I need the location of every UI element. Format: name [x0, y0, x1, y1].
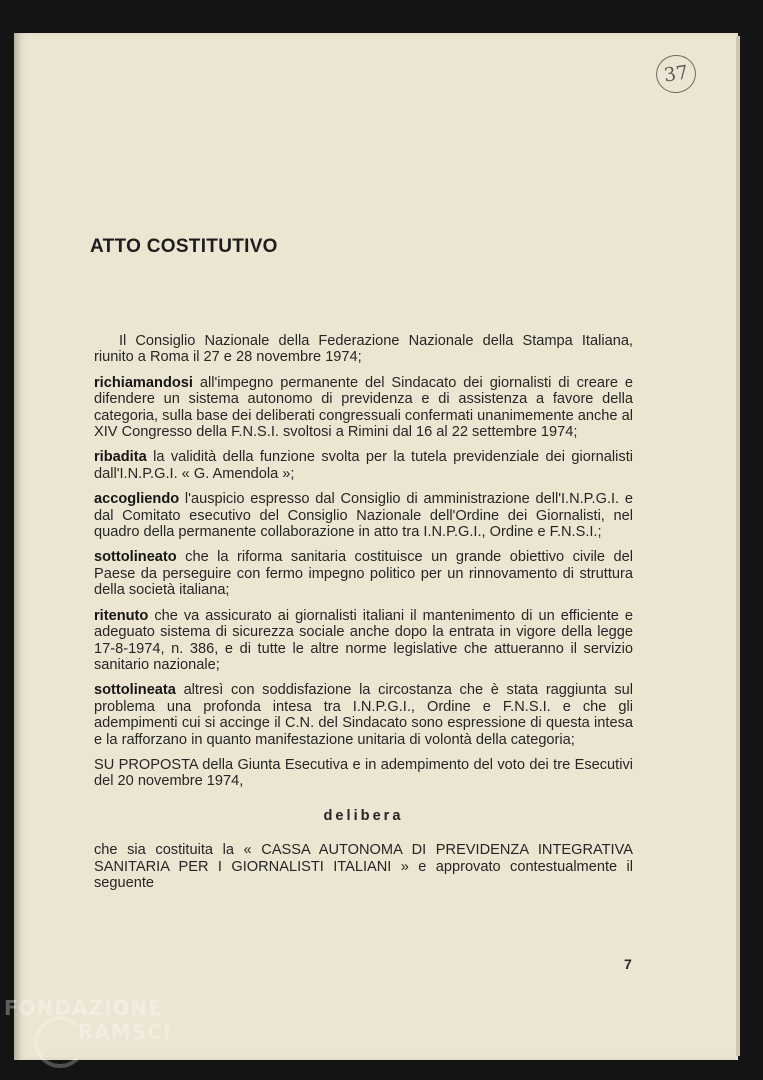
paragraph-ribadita: ribadita la validità della funzione svolta per la tutela previdenziale dei giornalisti dall'I.N.P.G.I. « G. Amendola »;: [94, 449, 633, 482]
page-number: 7: [624, 956, 632, 972]
delibera-heading: delibera: [323, 807, 404, 824]
watermark-logo-icon: [34, 1016, 86, 1068]
paragraph-costituzione: che sia costituita la « CASSA AUTONOMA DI PREVIDENZA INTEGRATIVA SANITARIA PER I GIORNALISTI ITALIANI » e approvato contestualmente il seguente: [94, 842, 633, 891]
handwritten-page-mark: 37: [654, 52, 699, 95]
page-edge: [736, 36, 740, 1056]
watermark-line1: FONDAZIONE: [4, 996, 163, 1020]
paragraph-ritenuto: ritenuto che va assicurato ai giornalisti italiani il mantenimento di un efficiente e adeguato sistema di sicurezza sociale anche dopo la entrata in vigore della legge 17-8-1974, n. 386, e di tutte le altre norme legislative che attueranno il servizio sanitario nazionale;: [94, 607, 633, 673]
archive-watermark: [4, 996, 171, 1044]
paragraph-su-proposta: SU PROPOSTA della Giunta Esecutiva e in adempimento del voto dei tre Esecutivi del 20 novembre 1974,: [94, 756, 633, 790]
page-title: ATTO COSTITUTIVO: [90, 236, 278, 257]
paragraph-accogliendo: accogliendo l'auspicio espresso dal Consiglio di amministrazione dell'I.N.P.G.I. e dal Comitato esecutivo del Consiglio Nazionale dell'Ordine dei Giornalisti, nel quadro della permanente collaborazione in atto tra I.N.P.G.I., Ordine e F.N.S.I.;: [94, 491, 633, 541]
watermark-line2: RAMSCI: [78, 1020, 172, 1044]
paragraph-richiamandosi: richiamandosi all'impegno permanente del Sindacato dei giornalisti di creare e difendere un sistema autonomo di previdenza e di assistenza a favore della categoria, sulla base dei deliberati congressuali confermati unanimemente anche al XIV Congresso della F.N.S.I. svoltosi a Rimini dal 16 al 22 settembre 1974;: [94, 374, 633, 441]
paragraph-sottolineata: sottolineata altresì con soddisfazione la circostanza che è stata raggiunta sul problema una profonda intesa tra I.N.P.G.I., Ordine e F.N.S.I. e che gli adempimenti cui si accinge il C.N. del Sindacato sono espressione di questa intesa e la rafforzano in quanto manifestazione unitaria di volontà della categoria;: [94, 682, 633, 748]
paragraph-intro: Il Consiglio Nazionale della Federazione Nazionale della Stampa Italiana, riunito a Roma il 27 e 28 novembre 1974;: [94, 333, 633, 366]
document-body: [94, 333, 633, 900]
paragraph-sottolineato: sottolineato che la riforma sanitaria costituisce un grande obiettivo civile del Paese da perseguire con fermo impegno politico per un rinnovamento di struttura della società italiana;: [94, 549, 633, 599]
